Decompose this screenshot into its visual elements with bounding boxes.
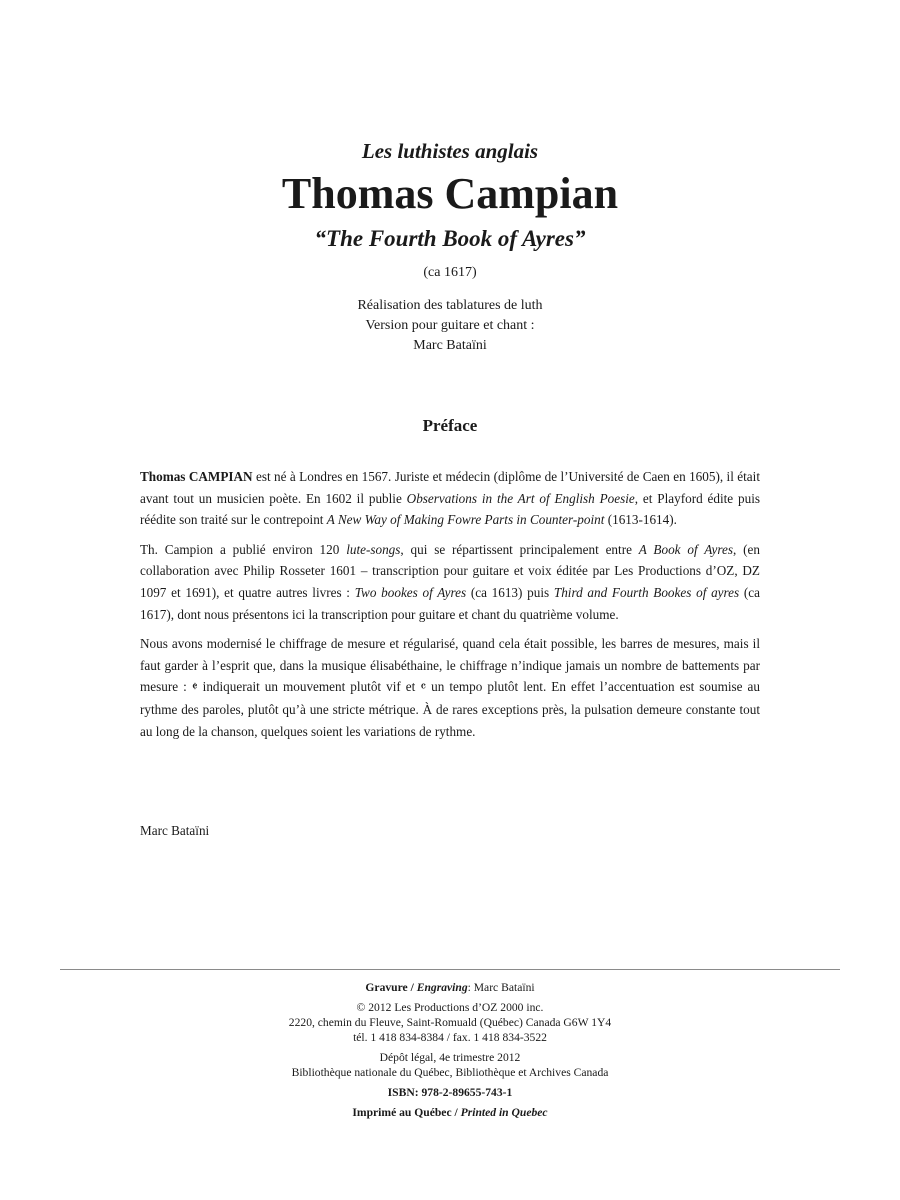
work-title: “The Fourth Book of Ayres”: [314, 226, 586, 251]
preface-paragraph: Th. Campion a publié environ 120 lute-songs, qui se répartissent principalement entre A Book of Ayres, (en collaboration avec Philip Rosseter 1601 – transcription pour guitare et voix éditée par Les Productions d’OZ, DZ 1097 et 1691), et quatre autres livres : Two bookes of Ayres (ca 1613) puis Third and Fourth Bookes of ayres (ca 1617), dont nous présentons ici la transcription pour guitare et chant du quatrième volume.: [140, 541, 760, 622]
divider: [60, 969, 840, 970]
preface-signature: Marc Bataïni: [140, 823, 210, 838]
work-date: (ca 1617): [423, 265, 477, 280]
credit-line: Réalisation des tablatures de luth: [357, 298, 543, 313]
common-time-icon: 𝄴: [420, 680, 427, 696]
printed-in: Imprimé au Québec / Printed in Quebec: [352, 1106, 548, 1119]
legal-deposit: Dépôt légal, 4e trimestre 2012 Bibliothèque nationale du Québec, Bibliothèque et Archives Canada: [291, 1051, 609, 1079]
engraving-credit: Gravure / Engraving: Marc Bataïni: [365, 981, 535, 994]
credit-line: Version pour guitare et chant :: [365, 318, 535, 333]
composer-name: Thomas Campian: [281, 169, 619, 218]
preface-body: [140, 466, 760, 750]
preface-heading: Préface: [422, 416, 478, 435]
preface-paragraph: Thomas CAMPIAN est né à Londres en 1567. Juriste et médecin (diplôme de l’Université de Caen en 1605), il était avant tout un musicien poète. En 1602 il publie Observations in the Art of English Poesie, et Playford édite puis réédite son traité sur le contrepoint A New Way of Making Fowre Parts in Counter-point (1613-1614).: [140, 469, 760, 528]
arrangement-credits: [0, 296, 900, 356]
colophon: [0, 980, 900, 1125]
title-block: [0, 134, 900, 356]
isbn: ISBN: 978-2-89655-743-1: [387, 1086, 513, 1099]
credit-line: Marc Bataïni: [413, 338, 487, 353]
preface-paragraph: Nous avons modernisé le chiffrage de mesure et régularisé, quand cela était possible, les barres de mesures, mais il faut garder à l’esprit que, dans la musique élisabéthaine, le chiffrage n’indique jamais un nombre de battements par mesure : 𝄵 indiquerait un mouvement plutôt vif et 𝄴 un tempo plutôt lent. En effet l’accentuation est soumise au rythme des paroles, plutôt qu’à une stricte métrique. À de rares exceptions près, la pulsation demeure constante tout au long de la chanson, quelques soient les variations de rythme.: [140, 636, 760, 739]
composer-name-inline: Thomas CAMPIAN: [140, 469, 253, 484]
series-title: Les luthistes anglais: [361, 139, 539, 163]
publisher-info: © 2012 Les Productions d’OZ 2000 inc. 2220, chemin du Fleuve, Saint-Romuald (Québec) Canada G6W 1Y4 tél. 1 418 834-8384 / fax. 1 418 834-3522: [288, 1001, 612, 1044]
cut-time-icon: 𝄵: [191, 680, 198, 696]
